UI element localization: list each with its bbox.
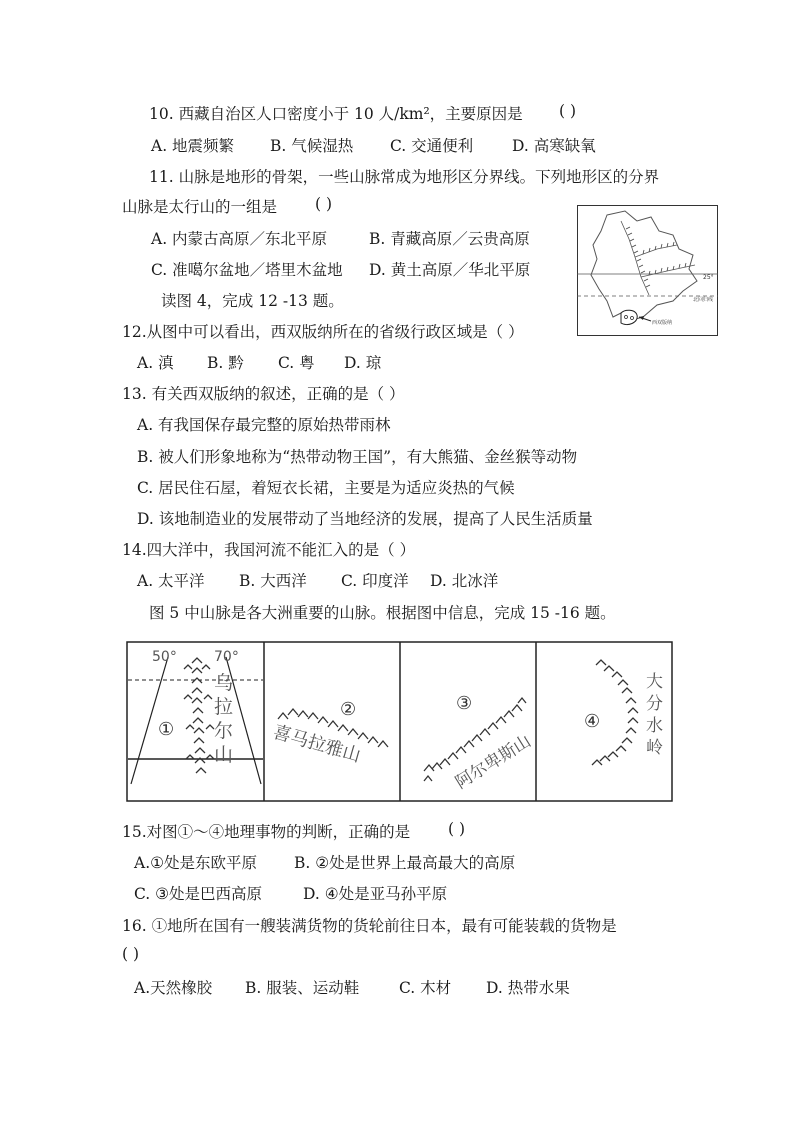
q13-stem: 13. 有关西双版纳的叙述，正确的是（ ） [122,385,405,403]
q16-option-c: C. 木材 [399,979,452,997]
q10-option-a: A. 地震频繁 [151,137,235,155]
p1-number: ① [158,719,175,740]
q14-option-c: C. 印度洋 [341,572,409,590]
q15-stem: 15.对图①～④地理事物的判断，正确的是 [122,823,411,841]
q16-stem: 16. ①地所在国有一艘装满货物的货轮前往日本，最有可能装载的货物是 [122,917,617,935]
q15-option-b: B. ②处是世界上最高最大的高原 [294,854,516,872]
fig4-map [577,205,718,336]
fig4-tropic-label: 北回归线 [693,297,714,303]
q11-option-a: A. 内蒙古高原／东北平原 [151,230,328,248]
q12-option-d: D. 琼 [344,354,382,372]
q11-stem-line2: 山脉是太行山的一组是 [122,198,278,216]
q15-option-d: D. ④处是亚马孙平原 [303,885,448,903]
svg-text:乌: 乌 [214,672,234,694]
q15-option-a: A.①处是东欧平原 [134,854,258,872]
svg-text:拉: 拉 [214,696,234,718]
svg-text:阿尔卑斯山: 阿尔卑斯山 [452,731,535,794]
q16-option-a: A.天然橡胶 [134,979,213,997]
p2-number: ② [340,699,357,720]
q12-option-c: C. 粤 [278,354,315,372]
q10-option-d: D. 高寒缺氧 [512,137,596,155]
svg-text:大: 大 [646,672,663,692]
svg-text:水: 水 [646,716,663,736]
fig4-place-label: 西双版纳 [652,320,673,326]
q11-option-b: B. 青藏高原／云贵高原 [369,230,530,248]
q14-option-a: A. 太平洋 [137,572,205,590]
q11-answer-paren: ( ) [315,195,333,213]
q10-stem: 10. 西藏自治区人口密度小于 10 人/km²，主要原因是 [149,105,523,123]
fig5-mountain-panels [126,641,673,802]
p1-lon-50: 50° [152,649,177,665]
q12-stem: 12.从图中可以看出，西双版纳所在的省级行政区域是（ ） [122,323,524,341]
p3-number: ③ [456,693,473,714]
q12-option-b: B. 黔 [207,354,244,372]
svg-text:分: 分 [646,694,663,714]
q11-option-d: D. 黄土高原／华北平原 [369,261,531,279]
p4-number: ④ [584,711,601,732]
svg-text:尔: 尔 [214,720,234,742]
q11-stem-line1: 11. 山脉是地形的骨架，一些山脉常成为地形区分界线。下列地形区的分界 [149,168,660,186]
svg-text:岭: 岭 [646,738,663,758]
q16-answer-paren: ( ) [122,945,140,963]
q14-option-d: D. 北冰洋 [430,572,499,590]
xishuangbanna-region [621,310,637,324]
q10-option-b: B. 气候湿热 [270,137,354,155]
q10-option-c: C. 交通便利 [390,137,474,155]
q13-option-a: A. 有我国保存最完整的原始热带雨林 [137,416,391,434]
q15-answer-paren: ( ) [448,820,466,838]
q16-option-b: B. 服装、运动鞋 [245,979,360,997]
q14-stem: 14.四大洋中，我国河流不能汇入的是（ ） [122,541,416,559]
q10-answer-paren: ( ) [559,102,577,120]
fig5-intro: 图 5 中山脉是各大洲重要的山脉。根据图中信息，完成 15 -16 题。 [149,604,616,622]
q12-option-a: A. 滇 [137,354,174,372]
q16-option-d: D. 热带水果 [486,979,570,997]
q11-option-c: C. 准噶尔盆地／塔里木盆地 [151,261,343,279]
p1-lon-70: 70° [214,649,239,665]
svg-text:喜马拉雅山: 喜马拉雅山 [270,721,363,767]
q14-option-b: B. 大西洋 [239,572,307,590]
q13-option-c: C. 居民住石屋，着短衣长裙，主要是为适应炎热的气候 [137,479,515,497]
q15-option-c: C. ③处是巴西高原 [134,885,263,903]
q13-option-b: B. 被人们形象地称为“热带动物王国”，有大熊猫、金丝猴等动物 [137,448,578,466]
fig4-lat-label: 25° [703,274,714,281]
svg-text:山: 山 [214,744,234,766]
q13-option-d: D. 该地制造业的发展带动了当地经济的发展，提高了人民生活质量 [137,510,593,528]
fig4-intro: 读图 4，完成 12 -13 题。 [161,292,344,310]
